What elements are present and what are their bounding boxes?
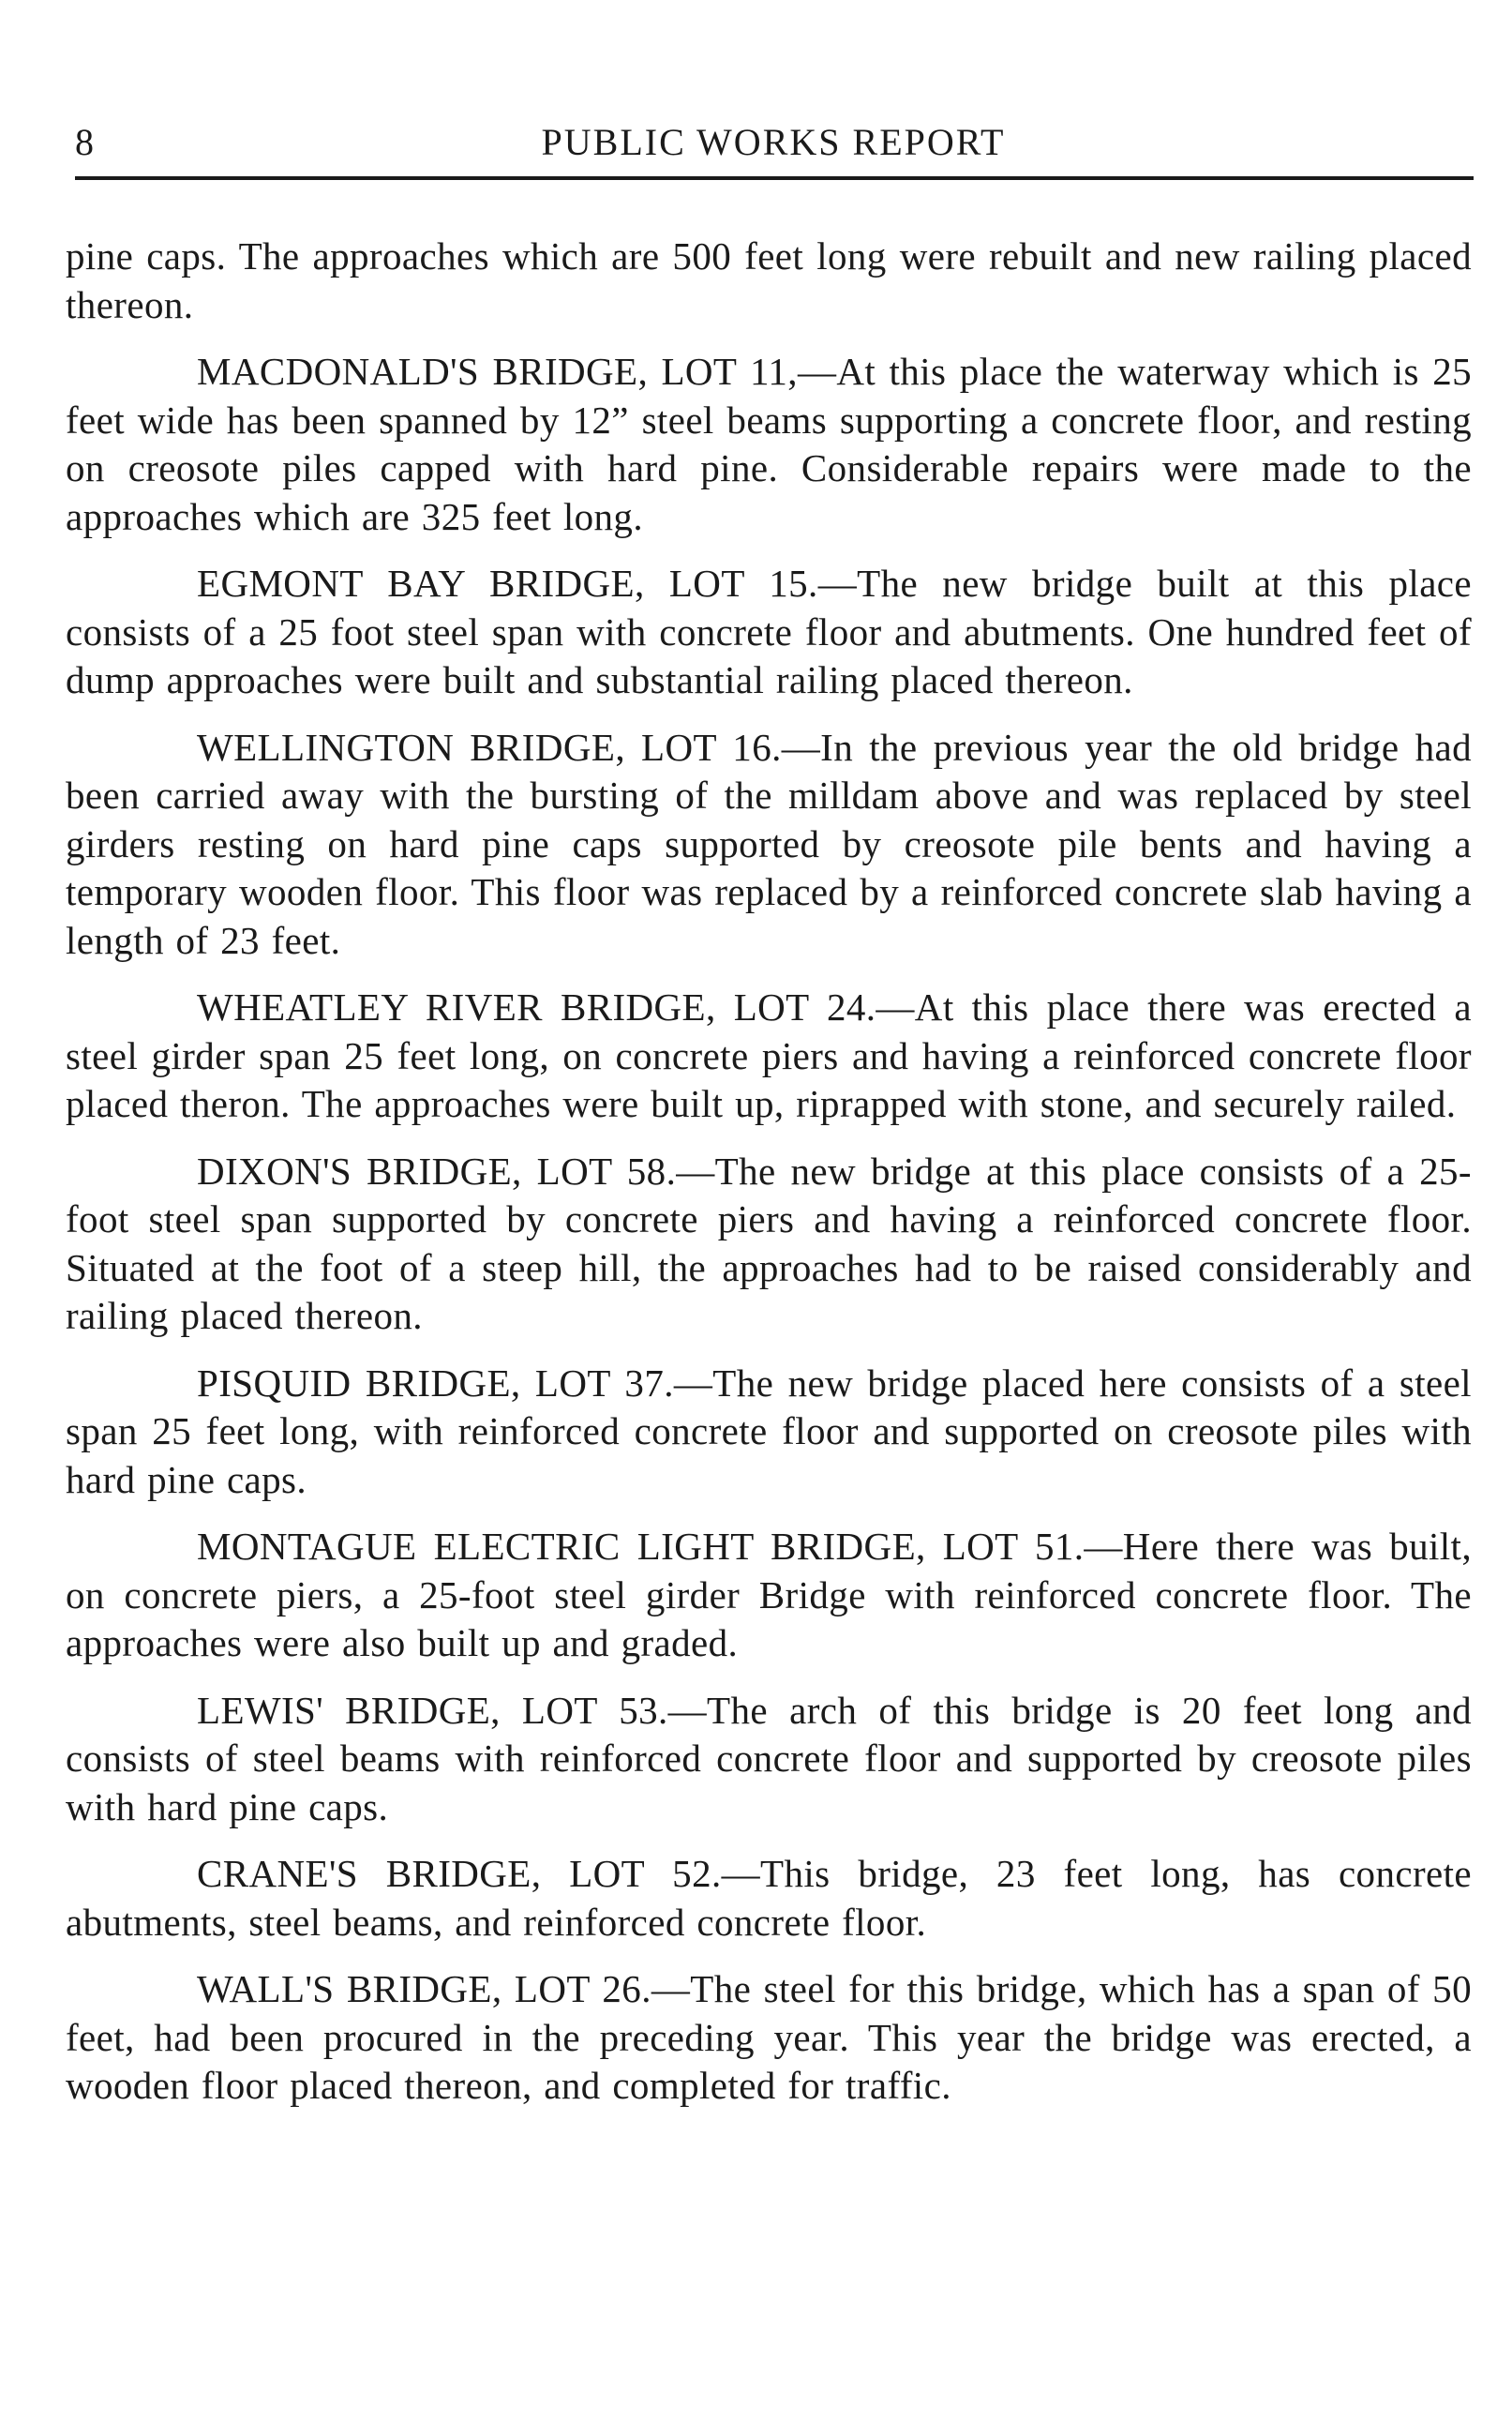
paragraph-continued [66, 233, 1472, 329]
bridge-heading: WALL'S BRIDGE, LOT 26. [197, 1967, 651, 2010]
bridge-heading: WHEATLEY RIVER BRIDGE, LOT 24. [197, 985, 876, 1029]
page-header [75, 120, 1472, 173]
bridge-heading: PISQUID BRIDGE, LOT 37. [197, 1361, 674, 1405]
paragraph-text: —Here there was built, on concrete piers, a 25-foot steel girder Bridge with reinforced concrete floor. The approaches were also built up and graded. [66, 1525, 1472, 1664]
paragraph-text: —At this place there was erected a steel girder span 25 feet long, on concrete piers and having a reinforced concrete floor placed theron. The approaches were built up, riprapped with stone, and securely railed. [66, 985, 1473, 1125]
bridge-heading: EGMONT BAY BRIDGE, LOT 15. [197, 562, 818, 605]
running-title: PUBLIC WORKS REPORT [541, 121, 1006, 163]
bridge-heading: MONTAGUE ELECTRIC LIGHT BRIDGE, LOT 51. [197, 1525, 1085, 1568]
bridge-heading: MACDONALD'S BRIDGE, LOT 11, [197, 350, 798, 393]
paragraph-cranes-bridge [66, 1850, 1472, 1947]
paragraph-text: —At this place the waterway which is 25 feet wide has been spanned by 12” steel beams supporting a concrete floor, and resting on creosote piles capped with hard pine. Considerable repairs were made to the approaches which are 325 feet long. [66, 350, 1472, 538]
paragraph-text: —This bridge, 23 feet long, has concrete abutments, steel beams, and reinforced concrete floor. [66, 1852, 1472, 1944]
paragraph-wheatley-river-bridge [66, 984, 1472, 1129]
paragraph-text: —The new bridge built at this place consists of a 25 foot steel span with concrete floor and abutments. One hundred feet of dump approaches were built and substantial railing placed thereon. [66, 562, 1472, 701]
paragraph-macdonalds-bridge [66, 348, 1472, 541]
paragraph-text: —The new bridge placed here consists of a steel span 25 feet long, with reinforced concrete floor and supported on creosote piles with hard pine caps. [66, 1361, 1472, 1501]
paragraph-walls-bridge [66, 1965, 1472, 2111]
paragraph-text: —The arch of this bridge is 20 feet long and consists of steel beams with reinforced concrete floor and supported by creosote piles with hard pine caps. [66, 1688, 1473, 1828]
bridge-heading: CRANE'S BRIDGE, LOT 52. [197, 1852, 722, 1895]
report-body [66, 233, 1472, 2129]
paragraph-text: —In the previous year the old bridge had been carried away with the bursting of the milldam above and was replaced by steel girders resting on hard pine caps supported by creosote pile bents and having a temporary wooden floor. This floor was replaced by a reinforced concrete slab having a length of 23 feet. [66, 725, 1472, 962]
bridge-heading: DIXON'S BRIDGE, LOT 58. [197, 1149, 677, 1193]
paragraph-lewis-bridge [66, 1687, 1472, 1832]
page-number: 8 [75, 121, 95, 163]
paragraph-dixons-bridge [66, 1148, 1472, 1341]
paragraph-text: —The steel for this bridge, which has a span of 50 feet, had been procured in the preceding year. This year the bridge was erected, a wooden floor placed thereon, and completed for traffic. [66, 1967, 1472, 2107]
paragraph-wellington-bridge [66, 724, 1472, 966]
paragraph-text: pine caps. The approaches which are 500 feet long were rebuilt and new railing placed thereon. [66, 234, 1472, 326]
header-rule [75, 176, 1474, 180]
paragraph-pisquid-bridge [66, 1360, 1472, 1505]
bridge-heading: WELLINGTON BRIDGE, LOT 16. [197, 725, 782, 769]
paragraph-text: —The new bridge at this place consists of a 25-foot steel span supported by concrete piers and having a reinforced concrete floor. Situated at the foot of a steep hill, the approaches had to be raised considerably and railing placed thereon. [66, 1149, 1472, 1337]
paragraph-montague-bridge [66, 1523, 1472, 1668]
paragraph-egmont-bay-bridge [66, 560, 1472, 705]
bridge-heading: LEWIS' BRIDGE, LOT 53. [197, 1688, 668, 1732]
